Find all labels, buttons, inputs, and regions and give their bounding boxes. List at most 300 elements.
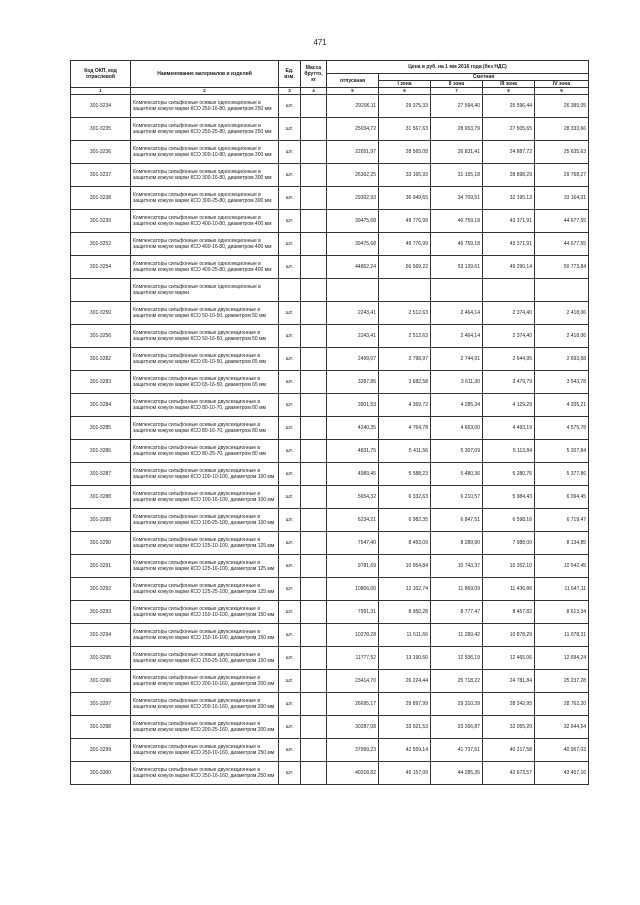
row-zone1-price: 10 954,84 <box>379 555 431 578</box>
row-unit: шт. <box>279 509 301 532</box>
row-name: Компенсаторы сильфонные осевые односекционные в защитном кожухе марки <box>131 279 279 302</box>
row-unit: шт. <box>279 325 301 348</box>
row-zone2-price: 5 307,09 <box>431 440 483 463</box>
row-zone1-price: 45 157,09 <box>379 762 431 785</box>
row-code: 301-3297 <box>71 693 131 716</box>
row-retail-price: 10806,00 <box>327 578 379 601</box>
row-retail-price: 2499,07 <box>327 348 379 371</box>
row-zone4-price: 2 418,06 <box>535 325 589 348</box>
row-unit: шт. <box>279 95 301 118</box>
row-zone1-price <box>379 279 431 302</box>
row-unit: шт. <box>279 601 301 624</box>
row-zone1-price: 3 682,58 <box>379 371 431 394</box>
row-code: 301-3288 <box>71 486 131 509</box>
row-code: 301-3299 <box>71 739 131 762</box>
column-index: 5 <box>327 88 379 95</box>
row-mass <box>301 463 327 486</box>
row-zone2-price: 10 743,37 <box>431 555 483 578</box>
column-index: 4 <box>301 88 327 95</box>
row-name: Компенсаторы сильфонные осевые двухсекционные в защитном кожухе марки КСО 80-16-70, диаметром 80 мм <box>131 417 279 440</box>
row-zone1-price: 11 511,66 <box>379 624 431 647</box>
price-table <box>70 60 589 785</box>
row-code: 301-3254 <box>71 256 131 279</box>
row-zone4-price: 33 164,31 <box>535 187 589 210</box>
row-unit: шт. <box>279 164 301 187</box>
row-zone3-price: 8 457,82 <box>483 601 535 624</box>
header-unit: Ед. изм. <box>279 61 301 88</box>
row-mass <box>301 394 327 417</box>
row-zone2-price: 53 139,61 <box>431 256 483 279</box>
row-retail-price: 22651,97 <box>327 141 379 164</box>
table-body <box>71 95 589 785</box>
row-zone3-price: 40 217,58 <box>483 739 535 762</box>
row-zone4-price: 4 575,78 <box>535 417 589 440</box>
row-zone4-price: 43 457,16 <box>535 762 589 785</box>
row-zone1-price: 49 776,99 <box>379 210 431 233</box>
row-name: Компенсаторы сильфонные осевые односекционные в защитном кожухе марки КСО 300-25-80, диаметром 300 мм <box>131 187 279 210</box>
table-row <box>71 417 589 440</box>
row-code: 301-3286 <box>71 440 131 463</box>
row-mass <box>301 348 327 371</box>
row-mass <box>301 716 327 739</box>
row-mass <box>301 233 327 256</box>
row-zone2-price: 8 289,90 <box>431 532 483 555</box>
row-zone2-price: 4 285,34 <box>431 394 483 417</box>
row-code: 301-3256 <box>71 325 131 348</box>
row-zone1-price: 33 921,53 <box>379 716 431 739</box>
header-mass: Масса брутто, кг <box>301 61 327 88</box>
row-unit: шт. <box>279 118 301 141</box>
row-zone4-price: 2 418,06 <box>535 302 589 325</box>
row-unit: шт. <box>279 716 301 739</box>
row-code: 301-3283 <box>71 371 131 394</box>
table-row <box>71 463 589 486</box>
row-mass <box>301 578 327 601</box>
row-code: 301-3295 <box>71 647 131 670</box>
row-zone2-price: 6 847,51 <box>431 509 483 532</box>
table-row <box>71 555 589 578</box>
row-name: Компенсаторы сильфонные осевые двухсекционные в защитном кожухе марки КСО 150-10-100, диаметром 150 мм <box>131 601 279 624</box>
row-code: 301-3294 <box>71 624 131 647</box>
row-zone1-price: 4 764,78 <box>379 417 431 440</box>
row-zone2-price: 4 663,00 <box>431 417 483 440</box>
row-zone3-price: 2 644,95 <box>483 348 535 371</box>
row-zone3-price: 49 290,14 <box>483 256 535 279</box>
row-zone2-price: 28 653,79 <box>431 118 483 141</box>
table-row <box>71 670 589 693</box>
row-name: Компенсаторы сильфонные осевые односекционные в защитном кожухе марки КСО 400-25-80, диаметром 400 мм <box>131 256 279 279</box>
column-index: 9 <box>535 88 589 95</box>
row-code: 301-3252 <box>71 233 131 256</box>
row-name: Компенсаторы сильфонные осевые односекционные в защитном кожухе марки КСО 400-10-80, диаметром 400 мм <box>131 210 279 233</box>
table-row <box>71 716 589 739</box>
row-mass <box>301 555 327 578</box>
table-row <box>71 256 589 279</box>
row-mass <box>301 670 327 693</box>
row-mass <box>301 532 327 555</box>
row-zone4-price: 25 237,28 <box>535 670 589 693</box>
row-unit: шт. <box>279 624 301 647</box>
table-row <box>71 302 589 325</box>
row-retail-price: 44862,24 <box>327 256 379 279</box>
row-retail-price: 9781,69 <box>327 555 379 578</box>
row-zone4-price: 28 333,66 <box>535 118 589 141</box>
row-zone3-price: 43 371,91 <box>483 210 535 233</box>
table-row <box>71 578 589 601</box>
row-code: 301-3284 <box>71 394 131 417</box>
row-zone1-price: 42 559,14 <box>379 739 431 762</box>
row-zone2-price: 33 266,87 <box>431 716 483 739</box>
row-mass <box>301 417 327 440</box>
row-unit: шт. <box>279 578 301 601</box>
row-zone3-price: 11 436,86 <box>483 578 535 601</box>
row-zone3-price: 5 113,84 <box>483 440 535 463</box>
row-zone3-price <box>483 279 535 302</box>
row-zone3-price: 27 505,65 <box>483 118 535 141</box>
row-retail-price: 7547,40 <box>327 532 379 555</box>
row-zone4-price: 6 094,45 <box>535 486 589 509</box>
row-zone1-price: 2 512,63 <box>379 325 431 348</box>
header-code: Код ОКП, код отраслевой <box>71 61 131 88</box>
row-unit: шт. <box>279 532 301 555</box>
row-retail-price: 3901,53 <box>327 394 379 417</box>
row-name: Компенсаторы сильфонные осевые двухсекционные в защитном кожухе марки КСО 125-10-100, диаметром 125 мм <box>131 532 279 555</box>
row-zone4-price: 5 377,86 <box>535 463 589 486</box>
row-zone1-price: 6 982,35 <box>379 509 431 532</box>
row-code: 301-3293 <box>71 601 131 624</box>
row-mass <box>301 693 327 716</box>
row-zone3-price: 5 984,43 <box>483 486 535 509</box>
row-zone4-price: 44 677,55 <box>535 210 589 233</box>
row-zone2-price <box>431 279 483 302</box>
page-number: 471 <box>313 38 327 47</box>
row-unit: шт. <box>279 417 301 440</box>
row-name: Компенсаторы сильфонные осевые двухсекционные в защитном кожухе марки КСО 65-16-50, диаметром 65 мм <box>131 371 279 394</box>
row-name: Компенсаторы сильфонные осевые односекционные в защитном кожухе марки КСО 250-25-80, диаметром 250 мм <box>131 118 279 141</box>
row-zone4-price: 28 762,20 <box>535 693 589 716</box>
row-mass <box>301 164 327 187</box>
row-zone2-price: 46 759,18 <box>431 233 483 256</box>
row-zone1-price: 29 897,99 <box>379 693 431 716</box>
table-row <box>71 164 589 187</box>
table-row <box>71 233 589 256</box>
column-index: 1 <box>71 88 131 95</box>
row-unit: шт. <box>279 555 301 578</box>
row-zone4-price: 32 644,54 <box>535 716 589 739</box>
row-code: 301-3234 <box>71 95 131 118</box>
row-zone3-price: 42 673,57 <box>483 762 535 785</box>
row-retail-price: 29302,93 <box>327 187 379 210</box>
row-unit: шт. <box>279 187 301 210</box>
row-unit: шт. <box>279 141 301 164</box>
row-zone2-price: 11 289,42 <box>431 624 483 647</box>
row-mass <box>301 302 327 325</box>
row-code: 301-3290 <box>71 532 131 555</box>
row-code: 301-3236 <box>71 141 131 164</box>
row-retail-price: 10278,28 <box>327 624 379 647</box>
row-zone4-price: 40 957,03 <box>535 739 589 762</box>
row-zone3-price: 5 280,76 <box>483 463 535 486</box>
row-retail-price: 26302,25 <box>327 164 379 187</box>
row-zone1-price: 31 567,63 <box>379 118 431 141</box>
row-retail-price: 4989,45 <box>327 463 379 486</box>
row-unit: шт. <box>279 256 301 279</box>
row-zone3-price: 28 898,29 <box>483 164 535 187</box>
row-unit: шт. <box>279 394 301 417</box>
row-zone1-price: 29 375,33 <box>379 95 431 118</box>
table-row <box>71 394 589 417</box>
row-retail-price: 6234,21 <box>327 509 379 532</box>
column-index: 6 <box>379 88 431 95</box>
header-estimate: Сметная <box>379 74 589 81</box>
row-name: Компенсаторы сильфонные осевые односекционные в защитном кожухе марки КСО 400-16-80, диаметром 400 мм <box>131 233 279 256</box>
row-name: Компенсаторы сильфонные осевые двухсекционные в защитном кожухе марки КСО 50-16-50, диаметром 50 мм <box>131 325 279 348</box>
row-zone4-price: 25 635,63 <box>535 141 589 164</box>
header-zone2: II зона <box>431 81 483 88</box>
row-zone3-price: 4 493,19 <box>483 417 535 440</box>
table-row <box>71 486 589 509</box>
row-zone1-price: 12 102,74 <box>379 578 431 601</box>
row-unit: шт. <box>279 693 301 716</box>
row-zone3-price: 24 887,72 <box>483 141 535 164</box>
row-mass <box>301 256 327 279</box>
row-code: 301-3282 <box>71 348 131 371</box>
row-retail-price: 2243,41 <box>327 302 379 325</box>
row-zone2-price: 12 936,19 <box>431 647 483 670</box>
table-row <box>71 762 589 785</box>
row-name: Компенсаторы сильфонные осевые двухсекционные в защитном кожухе марки КСО 65-10-50, диаметром 65 мм <box>131 348 279 371</box>
row-name: Компенсаторы сильфонные осевые односекционные в защитном кожухе марки КСО 300-16-80, диаметром 300 мм <box>131 164 279 187</box>
row-name: Компенсаторы сильфонные осевые двухсекционные в защитном кожухе марки КСО 80-25-70, диаметром 80 мм <box>131 440 279 463</box>
table-row <box>71 693 589 716</box>
header-zone4: IV зона <box>535 81 589 88</box>
row-zone3-price: 10 352,10 <box>483 555 535 578</box>
table-row <box>71 601 589 624</box>
row-zone4-price: 26 385,05 <box>535 95 589 118</box>
row-code: 301-3300 <box>71 762 131 785</box>
row-zone4-price: 11 078,31 <box>535 624 589 647</box>
row-retail-price: 23414,70 <box>327 670 379 693</box>
row-zone1-price: 36 949,65 <box>379 187 431 210</box>
row-zone1-price: 8 453,09 <box>379 532 431 555</box>
row-zone2-price: 5 480,36 <box>431 463 483 486</box>
row-zone2-price: 26 831,41 <box>431 141 483 164</box>
row-unit: шт. <box>279 486 301 509</box>
row-mass <box>301 187 327 210</box>
row-code: 301-3250 <box>71 302 131 325</box>
row-code: 301-3289 <box>71 509 131 532</box>
row-code: 301-3238 <box>71 187 131 210</box>
header-price-group: Цена в руб. на 1 мм 2016 года (без НДС) <box>327 61 589 74</box>
row-mass <box>301 118 327 141</box>
row-retail-price: 11777,52 <box>327 647 379 670</box>
row-zone3-price: 43 371,91 <box>483 233 535 256</box>
table-row <box>71 210 589 233</box>
row-zone1-price: 5 588,23 <box>379 463 431 486</box>
row-unit: шт. <box>279 670 301 693</box>
row-zone3-price: 2 374,40 <box>483 302 535 325</box>
table-row <box>71 95 589 118</box>
table-row <box>71 509 589 532</box>
row-zone4-price: 5 207,84 <box>535 440 589 463</box>
row-unit: шт. <box>279 440 301 463</box>
row-unit: шт. <box>279 762 301 785</box>
row-zone1-price: 5 411,56 <box>379 440 431 463</box>
row-zone4-price <box>535 279 589 302</box>
row-retail-price: 30287,08 <box>327 716 379 739</box>
row-name: Компенсаторы сильфонные осевые двухсекционные в защитном кожухе марки КСО 250-16-160, диаметром 250 мм <box>131 762 279 785</box>
table-row <box>71 371 589 394</box>
row-zone4-price: 11 647,11 <box>535 578 589 601</box>
table-row <box>71 325 589 348</box>
row-zone1-price: 33 165,93 <box>379 164 431 187</box>
row-zone3-price: 25 596,44 <box>483 95 535 118</box>
row-mass <box>301 647 327 670</box>
row-retail-price: 37999,23 <box>327 739 379 762</box>
row-name: Компенсаторы сильфонные осевые двухсекционные в защитном кожухе марки КСО 200-25-160, диаметром 200 мм <box>131 716 279 739</box>
row-zone1-price: 2 512,63 <box>379 302 431 325</box>
row-retail-price: 3287,86 <box>327 371 379 394</box>
row-zone3-price: 6 598,16 <box>483 509 535 532</box>
row-mass <box>301 440 327 463</box>
table-row <box>71 187 589 210</box>
row-zone1-price: 13 190,60 <box>379 647 431 670</box>
row-zone3-price: 24 781,84 <box>483 670 535 693</box>
row-zone1-price: 28 565,08 <box>379 141 431 164</box>
row-name: Компенсаторы сильфонные осевые двухсекционные в защитном кожухе марки КСО 100-25-100, диаметром 100 мм <box>131 509 279 532</box>
row-zone2-price: 8 777,47 <box>431 601 483 624</box>
row-zone4-price: 50 773,84 <box>535 256 589 279</box>
table-row <box>71 440 589 463</box>
row-zone3-price: 28 242,95 <box>483 693 535 716</box>
row-zone1-price: 49 776,99 <box>379 233 431 256</box>
table-row <box>71 739 589 762</box>
row-code: 301-3298 <box>71 716 131 739</box>
row-zone4-price: 2 693,58 <box>535 348 589 371</box>
row-zone2-price: 6 210,57 <box>431 486 483 509</box>
header-name: Наименование материалов и изделий <box>131 61 279 88</box>
row-name: Компенсаторы сильфонные осевые двухсекционные в защитном кожухе марки КСО 100-10-100, диаметром 100 мм <box>131 463 279 486</box>
table-row <box>71 348 589 371</box>
row-retail-price: 5654,32 <box>327 486 379 509</box>
row-code: 301-3292 <box>71 578 131 601</box>
row-unit: шт. <box>279 371 301 394</box>
row-name: Компенсаторы сильфонные осевые односекционные в защитном кожухе марки КСО 300-10-80, диаметром 300 мм <box>131 141 279 164</box>
table-row <box>71 532 589 555</box>
row-zone2-price: 44 285,35 <box>431 762 483 785</box>
row-code: 301-3287 <box>71 463 131 486</box>
row-retail-price: 40318,82 <box>327 762 379 785</box>
column-index-row <box>71 88 589 95</box>
row-mass <box>301 210 327 233</box>
row-zone4-price: 8 134,85 <box>535 532 589 555</box>
row-zone1-price: 4 369,72 <box>379 394 431 417</box>
row-retail-price: 2243,41 <box>327 325 379 348</box>
row-zone4-price: 12 694,24 <box>535 647 589 670</box>
row-zone3-price: 7 988,00 <box>483 532 535 555</box>
row-zone3-price: 4 129,29 <box>483 394 535 417</box>
row-name: Компенсаторы сильфонные осевые двухсекционные в защитном кожухе марки КСО 150-25-100, диаметром 150 мм <box>131 647 279 670</box>
row-mass <box>301 509 327 532</box>
row-zone3-price: 12 465,06 <box>483 647 535 670</box>
column-index: 8 <box>483 88 535 95</box>
row-zone3-price: 2 374,40 <box>483 325 535 348</box>
row-zone4-price: 10 542,45 <box>535 555 589 578</box>
column-index: 3 <box>279 88 301 95</box>
row-name: Компенсаторы сильфонные осевые двухсекционные в защитном кожухе марки КСО 50-10-50, диаметром 50 мм <box>131 302 279 325</box>
row-zone2-price: 31 155,18 <box>431 164 483 187</box>
row-zone3-price: 32 055,20 <box>483 716 535 739</box>
row-mass <box>301 486 327 509</box>
row-zone2-price: 34 709,51 <box>431 187 483 210</box>
row-zone4-price: 29 768,27 <box>535 164 589 187</box>
row-code: 301-3235 <box>71 118 131 141</box>
row-name: Компенсаторы сильфонные осевые двухсекционные в защитном кожухе марки КСО 250-10-160, диаметром 250 мм <box>131 739 279 762</box>
row-zone2-price: 41 737,61 <box>431 739 483 762</box>
row-mass <box>301 601 327 624</box>
row-mass <box>301 762 327 785</box>
row-zone1-price: 2 798,97 <box>379 348 431 371</box>
row-code: 301-3291 <box>71 555 131 578</box>
row-zone2-price: 2 464,14 <box>431 325 483 348</box>
row-retail-price: 4240,35 <box>327 417 379 440</box>
header-retail: отпускная <box>327 74 379 88</box>
row-retail-price: 39475,68 <box>327 210 379 233</box>
header-zone3: III зона <box>483 81 535 88</box>
row-unit: шт. <box>279 739 301 762</box>
row-code: 301-3237 <box>71 164 131 187</box>
row-name: Компенсаторы сильфонные осевые двухсекционные в защитном кожухе марки КСО 150-16-100, диаметром 150 мм <box>131 624 279 647</box>
row-code: 301-3239 <box>71 210 131 233</box>
row-mass <box>301 739 327 762</box>
row-zone2-price: 3 611,30 <box>431 371 483 394</box>
row-mass <box>301 325 327 348</box>
table-row <box>71 118 589 141</box>
column-index: 2 <box>131 88 279 95</box>
table-row <box>71 647 589 670</box>
row-code: 301-3285 <box>71 417 131 440</box>
table-row <box>71 279 589 302</box>
table-row <box>71 624 589 647</box>
table-row <box>71 141 589 164</box>
column-index: 7 <box>431 88 483 95</box>
row-zone3-price: 3 479,79 <box>483 371 535 394</box>
row-zone2-price: 46 759,18 <box>431 210 483 233</box>
row-name: Компенсаторы сильфонные осевые двухсекционные в защитном кожухе марки КСО 100-16-100, диаметром 100 мм <box>131 486 279 509</box>
row-zone4-price: 44 677,55 <box>535 233 589 256</box>
row-zone1-price: 26 224,44 <box>379 670 431 693</box>
header-zone1: I зона <box>379 81 431 88</box>
row-zone2-price: 25 718,22 <box>431 670 483 693</box>
row-retail-price: 4831,75 <box>327 440 379 463</box>
row-retail-price: 39475,68 <box>327 233 379 256</box>
row-name: Компенсаторы сильфонные осевые двухсекционные в защитном кожухе марки КСО 80-10-70, диаметром 80 мм <box>131 394 279 417</box>
row-retail-price: 25034,72 <box>327 118 379 141</box>
row-zone3-price: 32 195,13 <box>483 187 535 210</box>
row-zone4-price: 6 719,47 <box>535 509 589 532</box>
row-zone2-price: 29 310,39 <box>431 693 483 716</box>
row-mass <box>301 279 327 302</box>
row-name: Компенсаторы сильфонные осевые двухсекционные в защитном кожухе марки КСО 125-16-100, диаметром 125 мм <box>131 555 279 578</box>
row-name: Компенсаторы сильфонные осевые односекционные в защитном кожухе марки КСО 250-16-80, диаметром 250 мм <box>131 95 279 118</box>
row-zone1-price: 8 950,28 <box>379 601 431 624</box>
row-mass <box>301 95 327 118</box>
row-retail-price: 7991,31 <box>327 601 379 624</box>
row-name: Компенсаторы сильфонные осевые двухсекционные в защитном кожухе марки КСО 125-25-100, диаметром 125 мм <box>131 578 279 601</box>
row-mass <box>301 141 327 164</box>
row-name: Компенсаторы сильфонные осевые двухсекционные в защитном кожухе марки КСО 200-10-160, диаметром 200 мм <box>131 670 279 693</box>
row-unit: шт. <box>279 647 301 670</box>
